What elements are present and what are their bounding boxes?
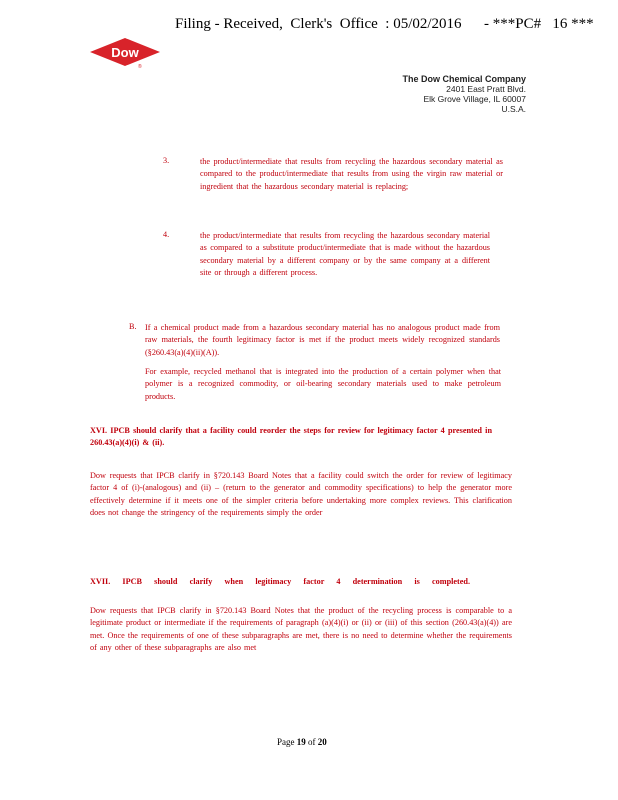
company-name: The Dow Chemical Company xyxy=(402,74,526,84)
address-line-2: Elk Grove Village, IL 60007 xyxy=(423,94,526,104)
logo-text: Dow xyxy=(111,45,139,60)
address-line-3: U.S.A. xyxy=(501,104,526,114)
item-number: 4. xyxy=(163,230,170,239)
section-b-text: If a chemical product made from a hazardous secondary material has no analogous product made from raw materials, the fourth legitimacy factor is met if the product meets widely recognized standards (§260.43(a)(4)(ii)(A)). xyxy=(145,323,500,357)
svg-text:®: ® xyxy=(138,64,142,69)
list-item-text: the product/intermediate that results from recycling the hazardous secondary material as compared to a substitute product/intermediate that is made without the hazardous secondary material by a different company or by the same company at a different site or through a different process. xyxy=(200,231,490,277)
item-number: 3. xyxy=(163,156,170,165)
company-address xyxy=(402,74,526,114)
section-heading-xvii: XVII. IPCB should clarify when legitimacy factor 4 determination is completed. xyxy=(90,577,470,586)
section-heading-xvi: XVI. IPCB should clarify that a facility could reorder the steps for review for legitimacy factor 4 presented in 260.43(a)(4)(i) & (ii). xyxy=(90,426,492,448)
filing-stamp: Filing - Received, Clerk's Office : 05/02/2016 - ***PC# 16 *** xyxy=(175,16,594,32)
section-b-example: For example, recycled methanol that is integrated into the production of a certain polymer when that polymer is a recognized commodity, or oil-bearing secondary materials used to make petroleum products. xyxy=(145,367,501,401)
page-number: Page 19 of 20 xyxy=(277,737,327,747)
list-item-text: the product/intermediate that results from recycling the hazardous secondary material as compared to the product/intermediate that results from using the virgin raw material or ingredient that the hazardous secondary material is replacing; xyxy=(200,157,503,191)
dow-logo xyxy=(89,37,161,69)
address-line-1: 2401 East Pratt Blvd. xyxy=(446,84,526,94)
section-body-xvi: Dow requests that IPCB clarify in §720.143 Board Notes that a facility could switch the order for review of legitimacy factor 4 of (i)-(analogous) and (ii) – (return to the generator and commodity specifications) to help the generator more effectively determine if it meets one of the simpler criteria before undertaking more complex reviews. This clarification does not change the stringency of the requirements simply the order xyxy=(90,471,512,517)
section-body-xvii: Dow requests that IPCB clarify in §720.143 Board Notes that the product of the recycling process is comparable to a legitimate product or intermediate if the requirements of paragraph (a)(4)(i) or (ii) or (iii) of this section (260.43(a)(4)) are met. Once the requirements of one of these subparagraphs are met, there is no need to determine whether the requirements of any other of these subparagraphs are also met xyxy=(90,606,512,652)
section-label: B. xyxy=(129,322,137,331)
